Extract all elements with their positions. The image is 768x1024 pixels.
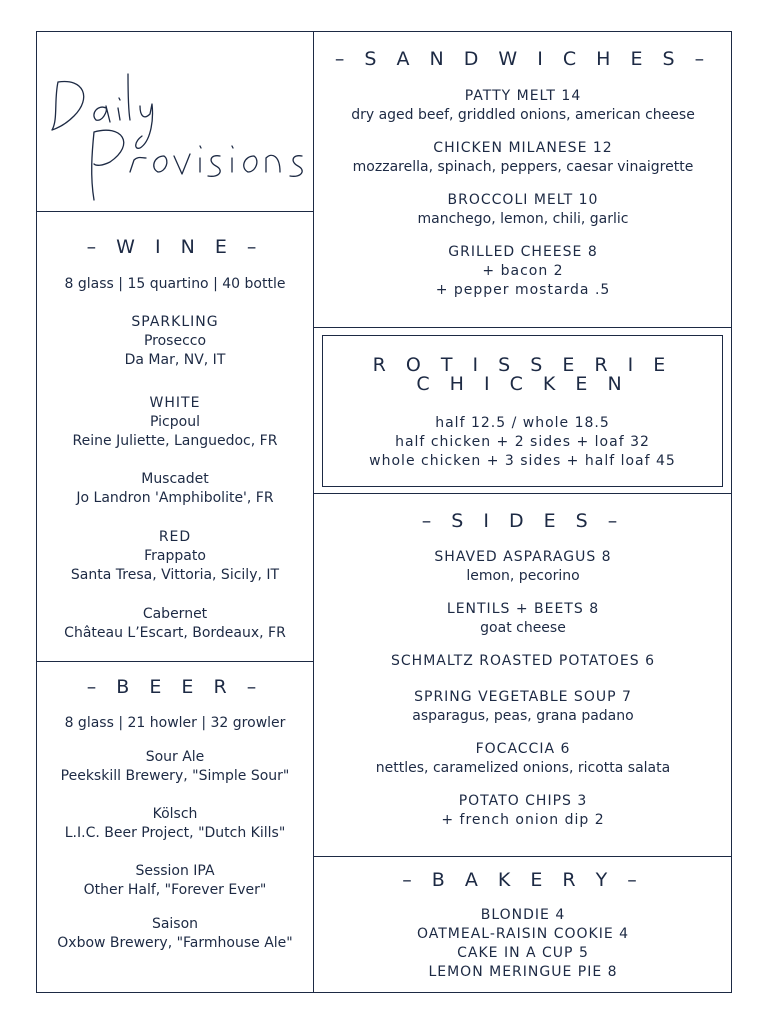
divider-logo-wine [36, 211, 314, 212]
bakery-title: – B A K E R Y – [402, 869, 644, 891]
sandwich-item [314, 191, 732, 229]
wine-label: WHITE [149, 395, 201, 411]
wine-detail: Reine Juliette, Languedoc, FR [72, 433, 278, 449]
wine-cabernet [36, 605, 314, 643]
side-desc: goat cheese [480, 620, 566, 636]
side-name: FOCACCIA 6 [475, 741, 571, 757]
sandwich-name: BROCCOLI MELT 10 [447, 192, 599, 208]
beer-item [36, 805, 314, 843]
divider-rotisserie-sides [313, 493, 732, 494]
rotisserie-title-2: C H I C K E N [416, 373, 629, 395]
sides-section [314, 510, 732, 830]
side-name: POTATO CHIPS 3 [458, 793, 588, 809]
divider-sides-bakery [313, 856, 732, 857]
wine-name: Frappato [144, 548, 206, 564]
wine-detail: Jo Landron 'Amphibolite', FR [76, 490, 274, 506]
bakery-item: BLONDIE 4 [480, 907, 566, 923]
beer-title: – B E E R – [86, 676, 264, 698]
beer-detail: L.I.C. Beer Project, "Dutch Kills" [64, 825, 286, 841]
wine-label: SPARKLING [131, 314, 219, 330]
sandwich-desc: dry aged beef, griddled onions, american cheese [351, 107, 695, 123]
beer-section [36, 676, 314, 953]
sides-title: – S I D E S – [421, 510, 625, 532]
wine-detail: Da Mar, NV, IT [124, 352, 226, 368]
beer-detail: Oxbow Brewery, "Farmhouse Ale" [57, 935, 293, 951]
sandwich-item [314, 87, 732, 125]
sandwiches-section [314, 48, 732, 300]
sandwich-desc: mozzarella, spinach, peppers, caesar vinaigrette [352, 159, 694, 175]
bakery-list [314, 906, 732, 982]
wine-section [36, 236, 314, 643]
rotisserie-box [322, 335, 723, 487]
beer-detail: Other Half, "Forever Ever" [83, 882, 267, 898]
rotisserie-price: half 12.5 / whole 18.5 [435, 415, 610, 431]
grilled-cheese-item [314, 243, 732, 300]
beer-name: Kölsch [152, 806, 198, 822]
sandwich-desc: manchego, lemon, chili, garlic [417, 211, 629, 227]
wine-red [36, 528, 314, 585]
side-name: SPRING VEGETABLE SOUP 7 [414, 689, 632, 705]
wine-white [36, 394, 314, 451]
beer-detail: Peekskill Brewery, "Simple Sour" [60, 768, 290, 784]
side-name: LENTILS + BEETS 8 [446, 601, 600, 617]
side-item [314, 652, 732, 671]
divider-wine-beer [36, 661, 314, 662]
side-desc: asparagus, peas, grana padano [412, 708, 634, 724]
beer-name: Sour Ale [145, 749, 205, 765]
sandwiches-title: – S A N D W I C H E S – [334, 48, 712, 70]
bakery-section [314, 869, 732, 982]
wine-name: Muscadet [141, 471, 209, 487]
bakery-item: CAKE IN A CUP 5 [457, 945, 589, 961]
wine-name: Picpoul [150, 414, 200, 430]
side-desc: lemon, pecorino [466, 568, 580, 584]
daily-provisions-logo [44, 60, 304, 210]
wine-detail: Santa Tresa, Vittoria, Sicily, IT [70, 567, 280, 583]
beer-item [36, 915, 314, 953]
bakery-item: OATMEAL-RAISIN COOKIE 4 [416, 926, 630, 942]
side-item [314, 740, 732, 778]
sandwich-item [314, 139, 732, 177]
beer-item [36, 862, 314, 900]
side-item [314, 600, 732, 638]
wine-name: Cabernet [142, 606, 208, 622]
side-name: SCHMALTZ ROASTED POTATOES 6 [391, 653, 655, 669]
side-item [314, 688, 732, 726]
addon-bacon: + bacon 2 [482, 263, 564, 279]
wine-sparkling [36, 313, 314, 370]
wine-name: Prosecco [143, 333, 207, 349]
wine-title: – W I N E – [86, 236, 264, 258]
wine-muscadet [36, 470, 314, 508]
beer-name: Session IPA [135, 863, 215, 879]
rotisserie-combo-whole: whole chicken + 3 sides + half loaf 45 [369, 453, 676, 469]
wine-label: RED [158, 529, 192, 545]
side-desc: nettles, caramelized onions, ricotta salata [375, 760, 671, 776]
side-addon: + french onion dip 2 [441, 812, 605, 828]
addon-mostarda: + pepper mostarda .5 [435, 282, 611, 298]
divider-sandwiches-rotisserie [313, 327, 732, 328]
sandwich-name: CHICKEN MILANESE 12 [433, 140, 613, 156]
bakery-item: LEMON MERINGUE PIE 8 [428, 964, 618, 980]
rotisserie-title-1: R O T I S S E R I E [372, 354, 673, 376]
wine-pricing: 8 glass | 15 quartino | 40 bottle [64, 276, 286, 292]
sandwich-name: GRILLED CHEESE 8 [448, 244, 598, 260]
side-item [314, 548, 732, 586]
beer-item [36, 748, 314, 786]
side-item [314, 792, 732, 830]
sandwich-name: PATTY MELT 14 [464, 88, 582, 104]
rotisserie-combo-half: half chicken + 2 sides + loaf 32 [395, 434, 650, 450]
wine-detail: Château L’Escart, Bordeaux, FR [64, 625, 286, 641]
side-name: SHAVED ASPARAGUS 8 [434, 549, 612, 565]
beer-pricing: 8 glass | 21 howler | 32 growler [64, 715, 286, 731]
beer-name: Saison [151, 916, 199, 932]
